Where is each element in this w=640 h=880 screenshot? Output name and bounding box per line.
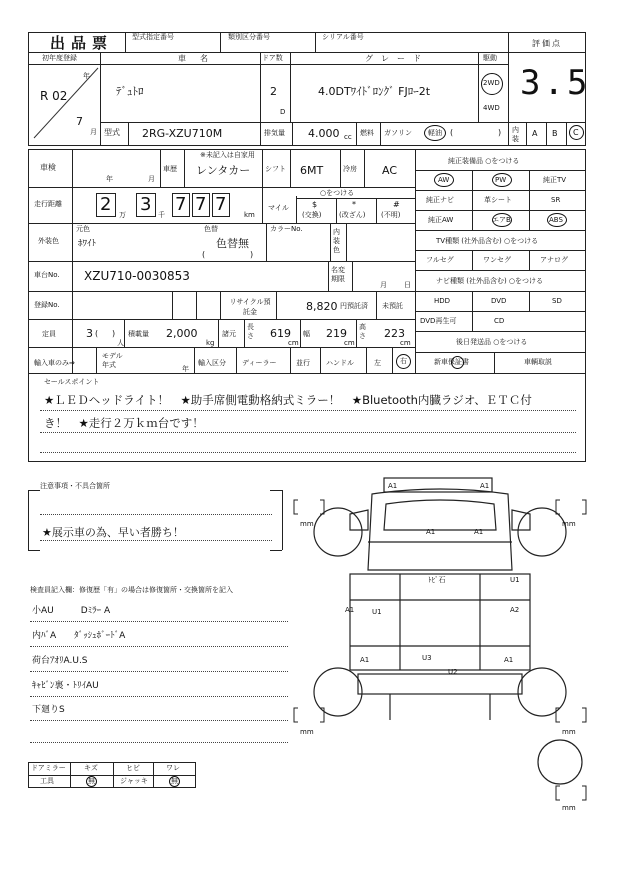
tire-unit-rl: mm [300,728,314,736]
serial-number-label: シリアル番号 [322,33,364,41]
nav-dvd: DVD [491,297,507,305]
mileage-star-sub: (改ざん) [339,211,366,219]
drive-4wd: 4WD [483,104,500,112]
import-type-label: 輸入区分 [198,359,226,367]
width-label: 幅 [303,330,310,338]
chassis-label: 車台No. [34,271,60,279]
registration-label: 登録No. [34,301,60,309]
height-cm: cm [400,339,411,347]
mileage-digit-4-value: 7 [195,194,207,215]
vehicle-damage-diagram [290,470,600,810]
ac-value: AC [382,164,398,177]
doors-value: 2 [270,85,277,98]
acc-break: ワレ [166,764,180,772]
diag-a1-bed-right: A1 [504,656,514,664]
mileage-hash: # [393,200,400,209]
tv-type-header: TV種類 (社外品含む) ○をつける [436,237,539,245]
mileage-digit-1-value: 2 [100,194,112,215]
model-label: 型式 [104,128,120,137]
diag-a1-side: A1 [345,606,355,614]
persons-unit: 人 [117,339,124,347]
car-name-value: ﾃﾞｭﾄﾛ [116,85,144,98]
expiry-month-unit: 月 [380,281,387,289]
later-manual: 車輌取説 [524,358,552,366]
sales-points-line-2: き！ ★走行２万ｋｍ台です！ [44,416,204,430]
first-registration-month: 7 [76,115,83,128]
acc-jack: ジャッキ [120,777,148,785]
not-deposited: 未預託 [382,302,403,310]
paint-paren-close: ) [250,250,254,259]
mileage-label: 走行距離 [34,200,62,208]
width-value: 219 [326,327,347,340]
acc-scratch: キズ [84,764,98,772]
nav-hdd: HDD [434,297,451,305]
mileage-hash-sub: (不明) [381,211,401,219]
inspection-label: 車検 [40,163,56,172]
first-registration-year: R 02 [40,89,68,103]
steering-right: 右 [400,357,407,365]
shift-label: シフト [265,165,286,173]
history-value: レンタカー [196,164,251,177]
chassis-value: XZU710-0030853 [84,269,190,283]
tire-unit-rr: mm [562,728,576,736]
acc-door-mirror: ドアミラー [31,764,66,772]
inspector-label: 検査員記入欄：修復歴「有」の場合は修復箇所・交換箇所を記入 [30,586,233,594]
height-label: 高さ [359,323,366,340]
year-unit: 年 [83,72,90,80]
interior-a: A [532,129,538,138]
name-change-expiry-label: 名変期限 [331,266,345,283]
shift-value: 6MT [300,164,324,177]
dimensions-label: 諸元 [222,330,236,338]
diag-a1-top-left: A1 [388,482,398,490]
acc-tools: 工具 [40,777,54,785]
nav-type-header: ナビ種類 (社外品含む) ○をつける [436,277,544,285]
fuel-gasoline: ガソリン [384,129,412,137]
fuel-other-close: ) [498,128,502,137]
width-cm: cm [344,339,355,347]
equip-oem-aw: 純正AW [428,216,454,224]
steering-label: ハンドル [326,359,354,367]
diag-toishi: ﾄﾋﾞ石 [428,576,446,584]
diag-a2: A2 [510,606,520,614]
import-dealer: ディーラー [242,359,277,367]
grade-value: 4.0DTﾜｲﾄﾞﾛﾝｸﾞ FJﾛｰ2t [318,85,431,98]
inspection-year-unit: 年 [106,175,113,183]
inspector-line-1: 小AU Dﾐﾗｰ A [32,606,111,616]
steering-left: 左 [374,359,381,367]
equip-oem-nav: 純正ナビ [426,196,454,204]
doors-d: D [280,108,286,116]
mileage-digit-3-value: 7 [175,194,187,215]
month-unit: 月 [90,128,97,136]
sales-points-line-1: ★ＬＥＤヘッドライト！ ★助手席側電動格納式ミラー！ ★Bluetooth内臓ラジオ、ＥＴＣ付 [44,393,532,407]
tire-unit-spare: mm [562,804,576,810]
recycle-deposit-value: 8,820 [306,300,338,313]
mileage-dollar: $ [312,200,318,209]
nav-sd: SD [552,297,562,305]
fuel-other-open: ( [450,128,454,137]
model-code: 2RG-XZU710M [142,127,223,140]
dvd-playback-label: DVD再生可 [420,317,457,325]
drive-label: 駆動 [483,54,497,62]
equip-leather: 革シート [484,196,512,204]
later-shipment-header: 後日発送品 ○をつける [456,338,528,346]
diag-a1-cab-left: A1 [426,528,436,536]
fuel-label: 燃料 [360,129,374,137]
tire-unit-fl: mm [300,520,314,528]
cc-unit: cc [344,133,352,141]
displacement-label: 排気量 [264,129,285,137]
doors-label: ドア数 [262,54,283,62]
original-color-label: 元色 [76,225,90,233]
history-label: 車歴 [163,165,177,173]
capacity-label: 定員 [42,330,56,338]
paint-paren-open: ( [202,250,206,259]
capacity-persons-close: ) [112,329,116,338]
diag-a1-cab-right: A1 [474,528,484,536]
inspector-line-4: ｷｬﾋﾞﾝ裏・ﾄﾘｲAU [32,681,99,691]
displacement-value: 4.000 [308,127,340,140]
mileage-circle-note: ○をつける [320,189,355,197]
equip-oem-tv: 純正TV [543,176,567,184]
length-value: 619 [270,327,291,340]
height-value: 223 [384,327,405,340]
history-note: ※未記入は自家用 [200,151,255,159]
length-label: 長さ [247,323,254,340]
type-number-label: 型式指定番号 [132,33,174,41]
score-value: 3.5 [520,63,591,103]
mileage-sen: 千 [158,211,165,219]
equip-aw: AW [438,176,450,184]
model-year-unit: 年 [182,365,189,373]
acc-jack-none: 無 [171,777,178,785]
tv-oneseg: ワンセグ [483,256,511,264]
kg-unit: kg [206,339,215,347]
diag-u2: U2 [448,668,458,676]
import-only-label: 輸入車のみ⇒ [34,359,75,367]
mileage-man: 万 [119,211,126,219]
inspector-line-2: 内ﾊﾞA ﾀﾞｯｼｭﾎﾞｰﾄﾞA [32,631,126,641]
paint-change-value: 色替無 [216,237,249,250]
diag-u1-right: U1 [510,576,520,584]
later-new-car-warranty: 新車保証書 [434,358,469,366]
mile-label: マイル [268,204,289,212]
model-year-label: モデル年式 [102,352,123,369]
exterior-color-label: 外装色 [38,237,59,245]
inspector-line-5: 下廻りS [32,705,65,715]
oem-equipment-header: 純正装備品 ○をつける [448,157,520,165]
car-name-label: 車名 [178,54,222,63]
ac-label: 冷房 [343,165,357,173]
length-cm: cm [288,339,299,347]
equip-sr: SR [551,196,561,204]
import-parallel: 並行 [296,359,310,367]
expiry-day-unit: 日 [404,281,411,289]
sales-points-label: セールスポイント [44,378,100,386]
inspection-month-unit: 月 [148,175,155,183]
tv-fullseg: フルセグ [426,256,454,264]
mileage-star: * [352,200,356,209]
load-capacity-value: 2,000 [166,327,198,340]
notes-line-1: ★展示車の為、早い者勝ち！ [42,526,184,539]
class-number-label: 類別区分番号 [228,33,270,41]
tire-unit-fr: mm [562,520,576,528]
tv-analog: アナログ [540,256,568,264]
recycle-deposit-label: リサイクル預託金 [229,298,271,316]
mileage-dollar-sub: (交換) [302,211,322,219]
diag-a1-bed-left: A1 [360,656,370,664]
interior-grade-label: 内装 [512,126,519,143]
interior-color-label: 内装色 [333,228,340,254]
diag-u1-side: U1 [372,608,382,616]
diag-a1-top-right: A1 [480,482,490,490]
recycle-deposit-unit: 円預託済 [340,302,368,310]
equip-abs: ABS [549,216,563,224]
interior-c: C [573,128,579,137]
capacity-persons: 3 [86,327,93,340]
load-capacity-label: 積載量 [128,330,149,338]
mileage-digit-2-value: 3 [140,194,152,215]
diag-u3: U3 [422,654,432,662]
equip-airbag: エアB [492,216,511,224]
equip-pw: PW [495,176,507,184]
grade-label: グレード [365,54,429,63]
inspector-line-3: 荷台ｱｵﾘA.U.S [32,656,88,666]
drive-2wd: 2WD [483,79,500,87]
acc-tools-none: 無 [88,777,95,785]
paint-change-label: 色替 [204,225,218,233]
fuel-diesel: 軽油 [428,129,442,137]
acc-crack: ヒビ [126,764,140,772]
dvd-cd: CD [494,317,505,325]
original-color-value: ﾎﾜｲﾄ [78,239,97,249]
form-title: 出品票 [50,34,114,52]
notes-label: 注意事項・不具合箇所 [40,482,110,490]
interior-b: B [552,129,558,138]
capacity-persons-paren: ( [95,329,99,338]
mileage-km: km [244,211,255,219]
mileage-digit-5-value: 7 [215,194,227,215]
color-number-label: カラーNo. [270,225,303,233]
first-registration-label: 初年度登録 [42,54,77,62]
score-label: 評価点 [532,39,562,48]
